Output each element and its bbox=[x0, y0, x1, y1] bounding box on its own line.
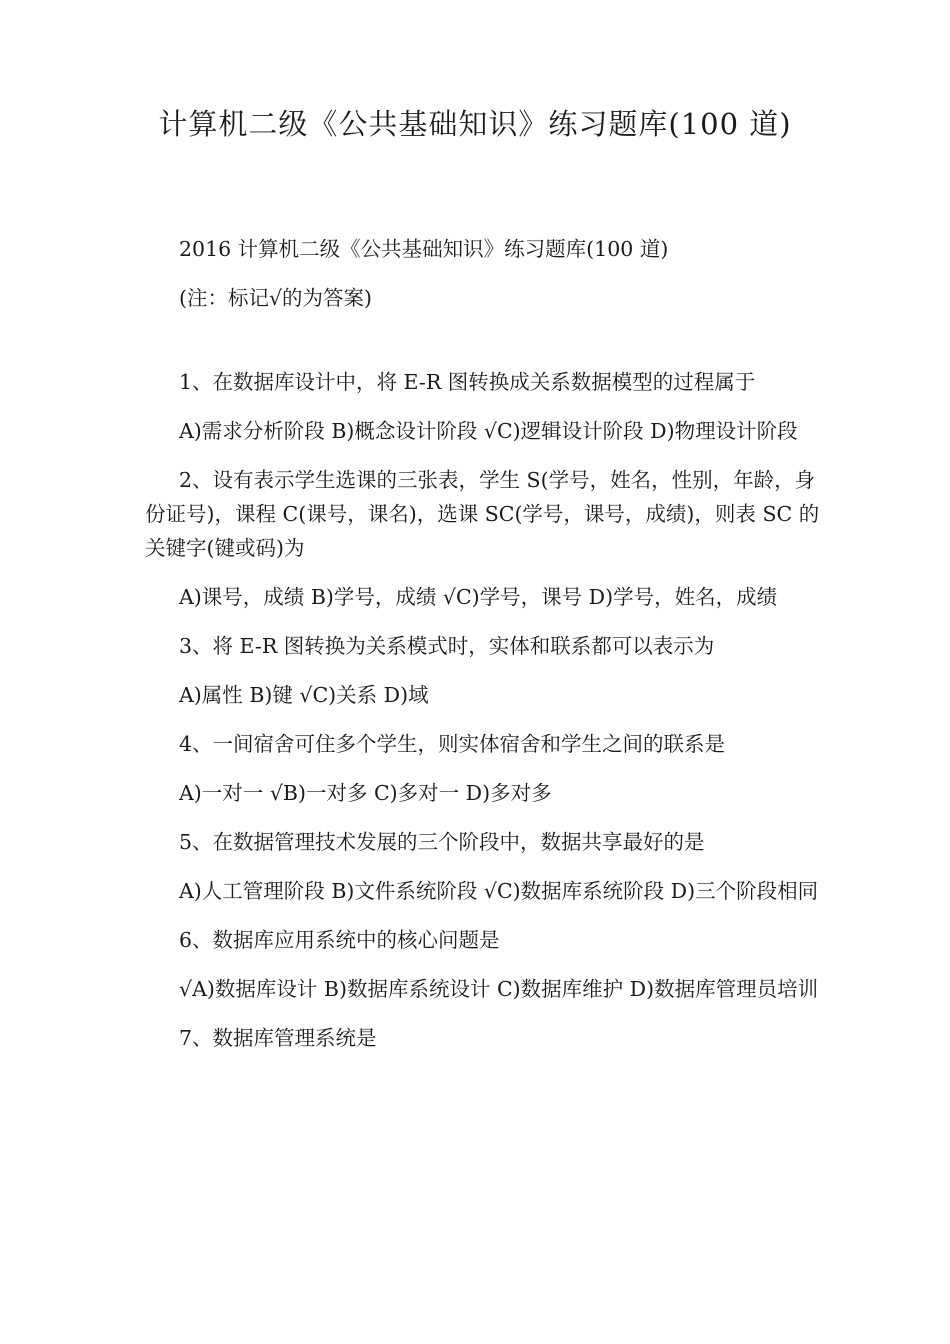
question-5: 5、在数据管理技术发展的三个阶段中，数据共享最好的是 bbox=[179, 830, 705, 854]
question-7: 7、数据库管理系统是 bbox=[179, 1026, 377, 1050]
note-paragraph: (注：标记√的为答案) bbox=[179, 286, 373, 310]
options-3: A)属性 B)键 √C)关系 D)域 bbox=[179, 683, 429, 707]
document-title: 计算机二级《公共基础知识》练习题库(100 道) bbox=[158, 107, 792, 141]
options-4: A)一对一 √B)一对多 C)多对一 D)多对多 bbox=[179, 781, 552, 805]
document-body bbox=[145, 232, 825, 1070]
question-2: 2、设有表示学生选课的三张表，学生 S(学号，姓名，性别，年龄，身份证号)，课程 C(课号，课名)，选课 SC(学号，课号，成绩)，则表 SC 的关键字(键或码)为 bbox=[145, 468, 820, 560]
question-6: 6、数据库应用系统中的核心问题是 bbox=[179, 928, 500, 952]
question-3: 3、将 E-R 图转换为关系模式时，实体和联系都可以表示为 bbox=[179, 634, 715, 658]
question-4: 4、一间宿舍可住多个学生，则实体宿舍和学生之间的联系是 bbox=[179, 732, 726, 756]
question-1: 1、在数据库设计中，将 E-R 图转换成关系数据模型的过程属于 bbox=[179, 370, 756, 394]
options-1: A)需求分析阶段 B)概念设计阶段 √C)逻辑设计阶段 D)物理设计阶段 bbox=[179, 419, 798, 443]
options-6: √A)数据库设计 B)数据库系统设计 C)数据库维护 D)数据库管理员培训 bbox=[179, 977, 819, 1001]
options-5: A)人工管理阶段 B)文件系统阶段 √C)数据库系统阶段 D)三个阶段相同 bbox=[179, 879, 819, 903]
subtitle-paragraph: 2016 计算机二级《公共基础知识》练习题库(100 道) bbox=[179, 237, 669, 261]
options-2: A)课号，成绩 B)学号，成绩 √C)学号，课号 D)学号，姓名，成绩 bbox=[179, 585, 778, 609]
